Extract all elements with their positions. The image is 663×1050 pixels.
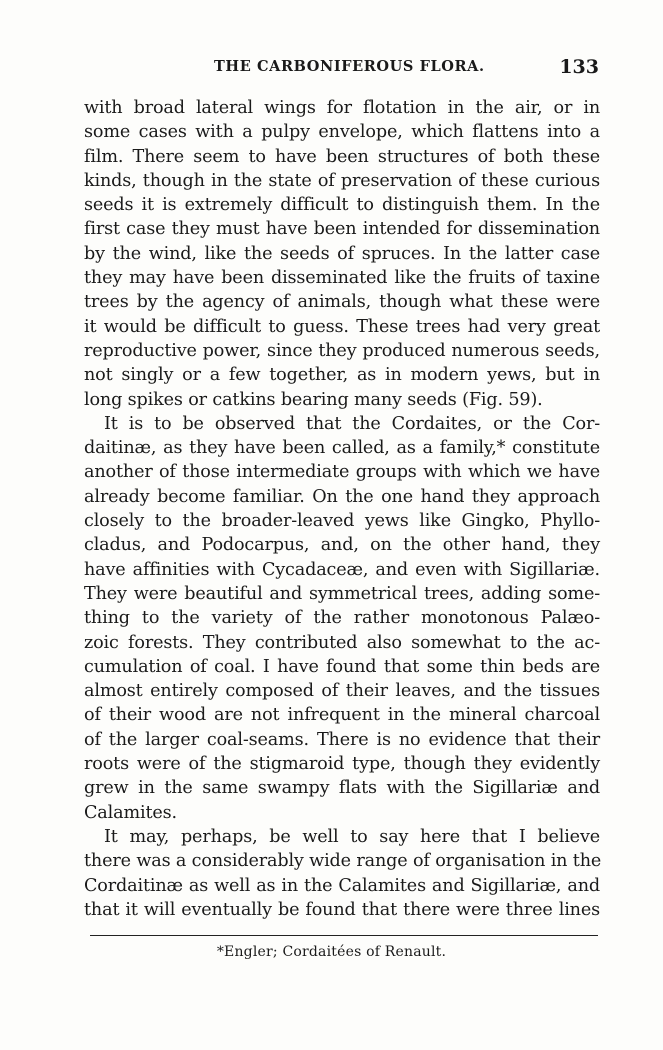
text-line: trees by the agency of animals, though what these were bbox=[84, 292, 600, 313]
text-line: closely to the broader-leaved yews like Gingko, Phyllo- bbox=[84, 511, 600, 532]
body-text bbox=[84, 96, 600, 922]
text-line: another of those intermediate groups with which we have bbox=[84, 462, 600, 483]
text-line: already become familiar. On the one hand they approach bbox=[84, 486, 600, 507]
text-line: by the wind, like the seeds of spruces. In the latter case bbox=[84, 243, 600, 264]
footnote: *Engler; Cordaitées of Renault. bbox=[216, 944, 447, 960]
text-line: Calamites. bbox=[84, 802, 177, 823]
text-line: seeds it is extremely difficult to distinguish them. In the bbox=[84, 195, 600, 216]
footnote-rule bbox=[90, 935, 598, 936]
text-line: kinds, though in the state of preservation of these curious bbox=[84, 170, 600, 191]
text-line: that it will eventually be found that there were three lines bbox=[84, 899, 600, 920]
text-line: there was a considerably wide range of organisation in the bbox=[84, 851, 602, 872]
text-line: reproductive power, since they produced numerous seeds, bbox=[84, 340, 600, 361]
text-line: film. There seem to have been structures of both these bbox=[84, 146, 600, 167]
text-line: cladus, and Podocarpus, and, on the other hand, they bbox=[84, 535, 600, 556]
text-line: of their wood are not infrequent in the mineral charcoal bbox=[84, 705, 600, 726]
text-line: It is to be observed that the Cordaites, or the Cor- bbox=[104, 413, 600, 434]
text-line: long spikes or catkins bearing many seeds (Fig. 59). bbox=[84, 389, 543, 410]
text-line: roots were of the stigmaroid type, though they evidently bbox=[84, 754, 600, 775]
text-line: have affinities with Cycadaceæ, and even with Sigillariæ. bbox=[84, 559, 600, 580]
text-line: not singly or a few together, as in modern yews, but in bbox=[84, 365, 600, 386]
text-line: with broad lateral wings for flotation in the air, or in bbox=[84, 98, 600, 118]
text-line: zoic forests. They contributed also somewhat to the ac- bbox=[84, 632, 600, 653]
text-line: almost entirely composed of their leaves, and the tissues bbox=[84, 681, 600, 702]
text-line: It may, perhaps, be well to say here that I believe bbox=[104, 826, 600, 847]
text-line: it would be difficult to guess. These trees had very great bbox=[84, 316, 600, 337]
text-line: they may have been disseminated like the fruits of taxine bbox=[84, 268, 600, 289]
running-title: THE CARBONIFEROUS FLORA. bbox=[214, 58, 485, 75]
text-line: some cases with a pulpy envelope, which flattens into a bbox=[84, 122, 600, 143]
text-line: Cordaitinæ as well as in the Calamites and Sigillariæ, and bbox=[84, 875, 600, 896]
page-number: 133 bbox=[559, 56, 599, 78]
text-line: first case they must have been intended for dissemination bbox=[84, 219, 600, 240]
text-line: They were beautiful and symmetrical trees, adding some- bbox=[84, 583, 600, 604]
text-line: daitinæ, as they have been called, as a family,* constitute bbox=[84, 438, 600, 459]
text-line: cumulation of coal. I have found that some thin beds are bbox=[84, 656, 600, 677]
text-line: thing to the variety of the rather monotonous Palæo- bbox=[84, 608, 600, 629]
page-header bbox=[84, 56, 599, 86]
text-line: grew in the same swampy flats with the Sigillariæ and bbox=[84, 778, 600, 799]
text-line: of the larger coal-seams. There is no evidence that their bbox=[84, 729, 600, 750]
